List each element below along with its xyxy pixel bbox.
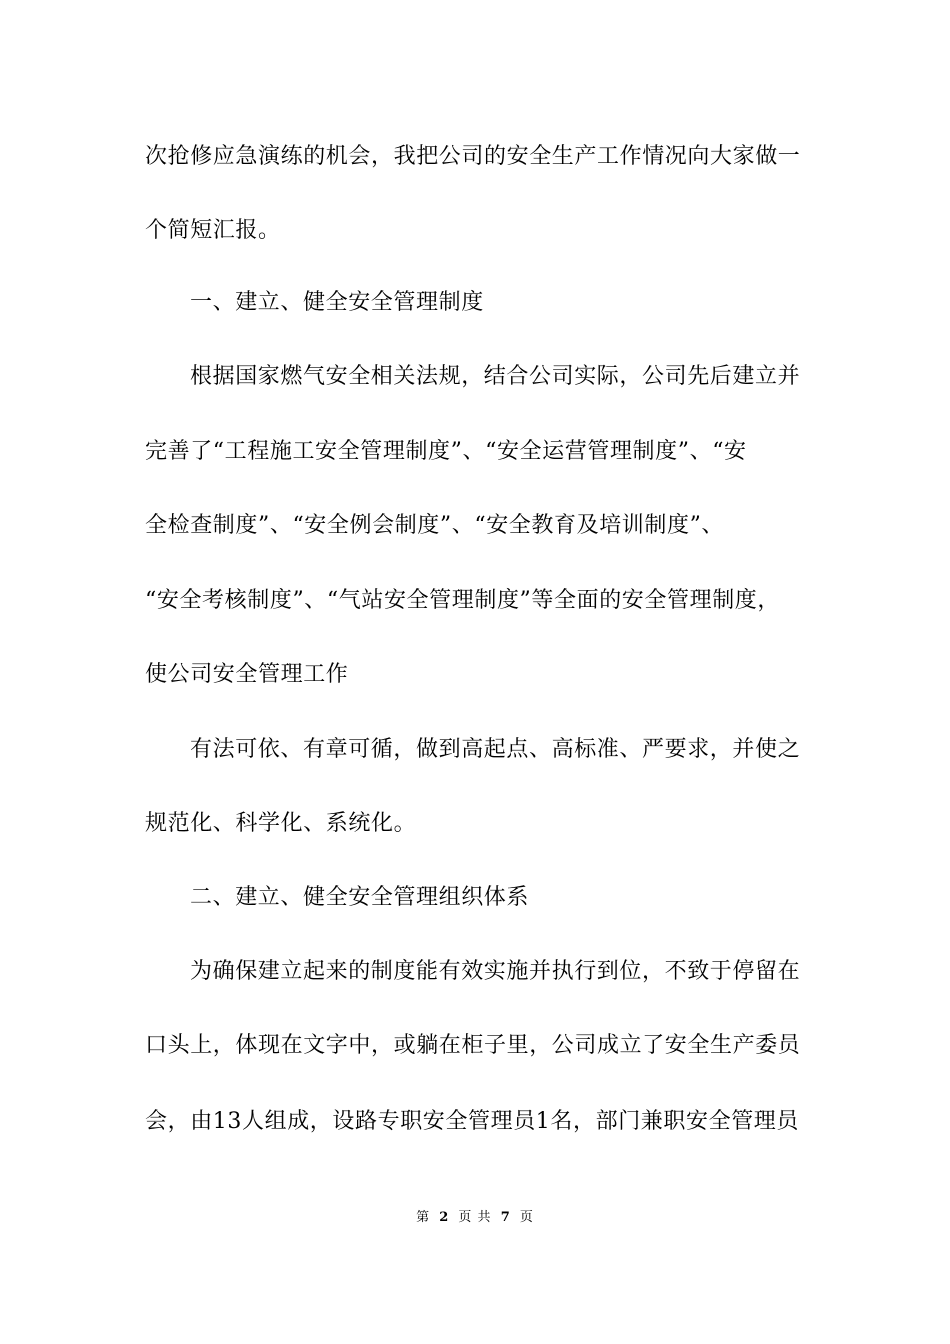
page-current: 2 xyxy=(439,1210,450,1225)
text-line: 完善了“工程施工安全管理制度”、“安全运营管理制度”、“安 xyxy=(145,439,747,464)
page-footer xyxy=(0,1209,950,1227)
text-line: 全检查制度”、“安全例会制度”、“安全教育及培训制度”、 xyxy=(145,513,725,538)
text-line: 规范化、科学化、系统化。 xyxy=(145,811,417,836)
text-line: 个简短汇报。 xyxy=(145,218,281,243)
page-mid: 页 共 xyxy=(458,1210,492,1225)
text-line: 口头上，体现在文字中，或躺在柜子里，公司成立了安全生产委员 xyxy=(145,1033,801,1058)
page-suffix: 页 xyxy=(519,1210,534,1225)
text-line: 次抢修应急演练的机会，我把公司的安全生产工作情况向大家做一 xyxy=(145,144,801,169)
text-line: 使公司安全管理工作 xyxy=(145,662,349,687)
text-line: 会，由13人组成，设路专职安全管理员1名，部门兼职安全管理员 xyxy=(145,1109,799,1134)
page-prefix: 第 xyxy=(416,1210,431,1225)
section-heading: 二、建立、健全安全管理组织体系 xyxy=(190,885,530,910)
text-line: 根据国家燃气安全相关法规，结合公司实际，公司先后建立并 xyxy=(190,364,801,389)
section-heading: 一、建立、健全安全管理制度 xyxy=(190,290,484,315)
text-line: 有法可依、有章可循，做到高起点、高标准、严要求，并使之 xyxy=(190,737,801,762)
text-line: 为确保建立起来的制度能有效实施并执行到位，不致于停留在 xyxy=(190,959,801,984)
text-line: “安全考核制度”、“气站安全管理制度”等全面的安全管理制度， xyxy=(145,588,780,613)
page-total: 7 xyxy=(500,1210,511,1225)
